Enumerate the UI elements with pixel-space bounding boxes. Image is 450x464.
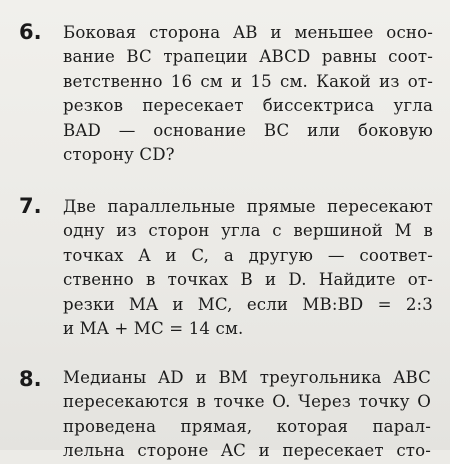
text-line: Медианы AD и BM треугольника ABC [63,368,431,387]
problem-number: 6. [19,20,42,44]
problem-number: 7. [19,194,42,218]
problem-number: 8. [19,367,42,391]
text-line: Боковая сторона AB и меньшее осно- [63,23,433,42]
text-line: и MA + MC = 14 см. [63,319,244,339]
text-line: резки MA и MC, если MB:BD = 2:3 [63,294,433,314]
text-line: лельна стороне AC и пересекает сто- [63,441,431,461]
text-line: точках A и C, а другую — соответ- [63,245,433,265]
text-line: Две параллельные прямые пересекают [63,197,433,216]
text-line: проведена прямая, которая парал- [63,416,431,436]
text-line: резков пересекает биссектриса угла [63,96,433,116]
text-line: пересекаются в точке O. Через точку O [63,392,431,412]
text-line: одну из сторон угла с вершиной M в [63,221,433,241]
text-line: ветственно 16 см и 15 см. Какой из от- [63,71,433,91]
problem-text [63,21,433,167]
problem-text [63,195,433,341]
problem-text [63,366,431,464]
text-line: сторону CD? [63,145,175,165]
text-line: вание BC трапеции ABCD равны соот- [63,47,433,67]
text-line: BAD — основание BC или боковую [63,120,433,140]
text-line: ственно в точках B и D. Найдите от- [63,270,433,290]
